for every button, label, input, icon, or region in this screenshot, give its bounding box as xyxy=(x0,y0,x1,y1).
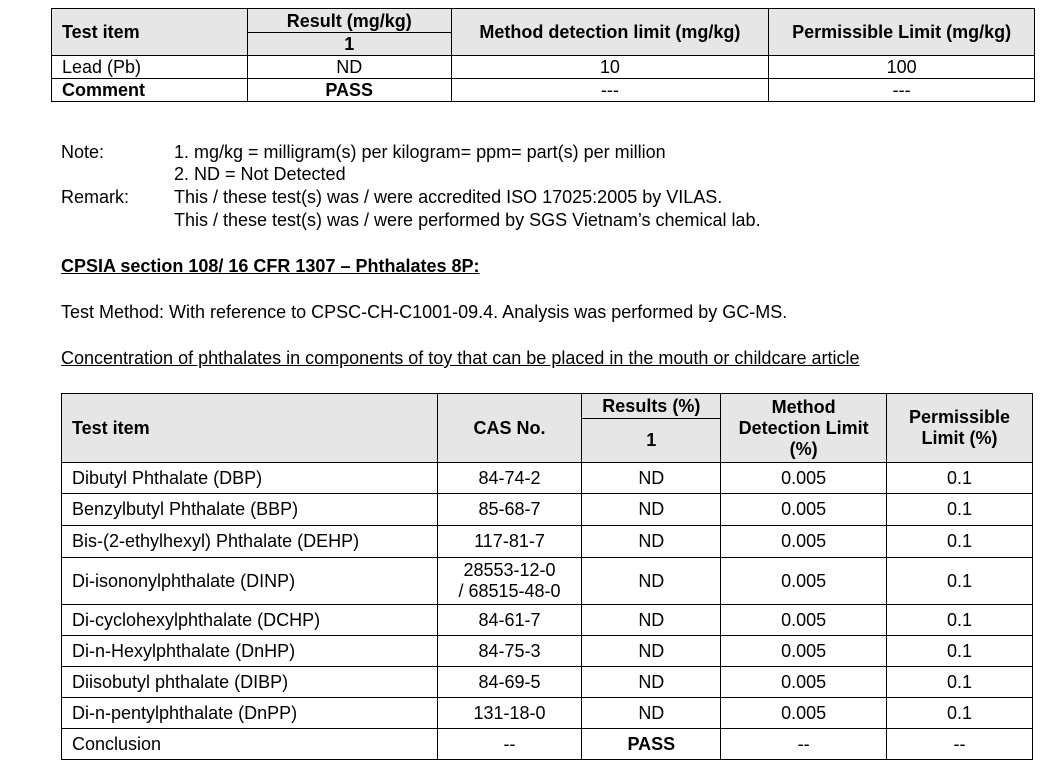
mdl-header-line-1: Method xyxy=(771,396,836,417)
row-result: ND xyxy=(582,494,721,526)
row-mdl: 0.005 xyxy=(721,698,887,729)
row-cas: 117-81-7 xyxy=(437,526,582,558)
row-limit: 0.1 xyxy=(887,526,1033,558)
row-result: ND xyxy=(582,463,721,494)
row-result: ND xyxy=(582,558,721,605)
comment-limit: --- xyxy=(769,79,1035,102)
table-row xyxy=(62,729,1033,760)
table-row xyxy=(62,667,1033,698)
row-cas: 131-18-0 xyxy=(437,698,582,729)
phthalates-header-mdl xyxy=(721,394,887,463)
row-cas: 84-75-3 xyxy=(437,636,582,667)
remark-label: Remark: xyxy=(61,187,130,207)
comment-label: Comment xyxy=(52,79,248,102)
remark-line-2: This / these test(s) was / were performed by SGS Vietnam’s chemical lab. xyxy=(174,210,761,230)
row-cas-line-2: / 68515-48-0 xyxy=(458,581,561,601)
phthalates-results-table xyxy=(61,393,1033,760)
table-row xyxy=(62,463,1033,494)
lead-header-result-sub: 1 xyxy=(247,33,451,56)
row-cas: 84-61-7 xyxy=(437,605,582,636)
row-mdl: 0.005 xyxy=(721,667,887,698)
table-row xyxy=(62,526,1033,558)
conclusion-mdl: -- xyxy=(721,729,887,760)
row-limit: 0.1 xyxy=(887,494,1033,526)
section-heading: CPSIA section 108/ 16 CFR 1307 – Phthalates 8P: xyxy=(61,256,480,276)
phthalates-header-cas: CAS No. xyxy=(437,394,582,463)
row-limit: 0.1 xyxy=(887,698,1033,729)
row-limit: 0.1 xyxy=(887,667,1033,698)
limit-header-line-2: Limit (%) xyxy=(921,428,998,448)
phthalates-header-results-sub: 1 xyxy=(582,419,721,463)
table-row xyxy=(62,494,1033,526)
conclusion-cas: -- xyxy=(437,729,582,760)
table-row xyxy=(62,698,1033,729)
lead-row-result: ND xyxy=(247,56,451,79)
row-mdl: 0.005 xyxy=(721,463,887,494)
row-mdl: 0.005 xyxy=(721,558,887,605)
lead-row-mdl: 10 xyxy=(451,56,769,79)
concentration-subheading: Concentration of phthalates in components of toy that can be placed in the mouth or childcare article xyxy=(61,348,860,368)
row-mdl: 0.005 xyxy=(721,526,887,558)
lead-header-result: Result (mg/kg) xyxy=(247,9,451,33)
row-item: Di-n-pentylphthalate (DnPP) xyxy=(62,698,438,729)
row-result: ND xyxy=(582,636,721,667)
row-cas: 84-69-5 xyxy=(437,667,582,698)
row-result: ND xyxy=(582,526,721,558)
limit-header-line-1: Permissible xyxy=(909,407,1011,427)
row-mdl: 0.005 xyxy=(721,636,887,667)
row-limit: 0.1 xyxy=(887,636,1033,667)
lead-header-mdl: Method detection limit (mg/kg) xyxy=(451,9,769,56)
note-label: Note: xyxy=(61,142,105,162)
row-cas: 84-74-2 xyxy=(437,463,582,494)
row-cas-line-1: 28553-12-0 xyxy=(463,560,556,580)
row-result: ND xyxy=(582,605,721,636)
row-result: ND xyxy=(582,667,721,698)
conclusion-limit: -- xyxy=(887,729,1033,760)
row-item: Diisobutyl phthalate (DIBP) xyxy=(62,667,438,698)
table-row xyxy=(62,605,1033,636)
row-cas xyxy=(437,558,582,605)
mdl-header-line-2: Detection Limit xyxy=(738,417,869,438)
phthalates-header-row xyxy=(62,394,1033,419)
lead-results-table xyxy=(51,8,1035,102)
lead-table-header-row xyxy=(52,9,1035,33)
comment-result: PASS xyxy=(247,79,451,102)
table-row xyxy=(52,79,1035,102)
comment-mdl: --- xyxy=(451,79,769,102)
note-line-2: 2. ND = Not Detected xyxy=(174,164,346,184)
row-cas: 85-68-7 xyxy=(437,494,582,526)
row-limit: 0.1 xyxy=(887,605,1033,636)
table-row xyxy=(62,558,1033,605)
row-mdl: 0.005 xyxy=(721,494,887,526)
lead-row-item: Lead (Pb) xyxy=(52,56,248,79)
conclusion-label: Conclusion xyxy=(62,729,438,760)
note-line-1: 1. mg/kg = milligram(s) per kilogram= ppm= part(s) per million xyxy=(174,142,666,162)
row-result: ND xyxy=(582,698,721,729)
lead-header-test-item: Test item xyxy=(52,9,248,56)
row-item: Dibutyl Phthalate (DBP) xyxy=(62,463,438,494)
row-item: Di-cyclohexylphthalate (DCHP) xyxy=(62,605,438,636)
mdl-header-line-3: (%) xyxy=(789,438,818,459)
table-row xyxy=(62,636,1033,667)
row-limit: 0.1 xyxy=(887,558,1033,605)
row-mdl: 0.005 xyxy=(721,605,887,636)
row-item: Bis-(2-ethylhexyl) Phthalate (DEHP) xyxy=(62,526,438,558)
test-method-text: Test Method: With reference to CPSC-CH-C1001-09.4. Analysis was performed by GC-MS. xyxy=(61,302,788,322)
row-item: Di-isononylphthalate (DINP) xyxy=(62,558,438,605)
row-item: Benzylbutyl Phthalate (BBP) xyxy=(62,494,438,526)
phthalates-header-test-item: Test item xyxy=(62,394,438,463)
phthalates-header-limit xyxy=(887,394,1033,463)
lead-header-limit: Permissible Limit (mg/kg) xyxy=(769,9,1035,56)
lead-row-limit: 100 xyxy=(769,56,1035,79)
table-row xyxy=(52,56,1035,79)
row-limit: 0.1 xyxy=(887,463,1033,494)
phthalates-header-results: Results (%) xyxy=(582,394,721,419)
conclusion-result: PASS xyxy=(582,729,721,760)
remark-line-1: This / these test(s) was / were accredited ISO 17025:2005 by VILAS. xyxy=(174,187,723,207)
row-item: Di-n-Hexylphthalate (DnHP) xyxy=(62,636,438,667)
